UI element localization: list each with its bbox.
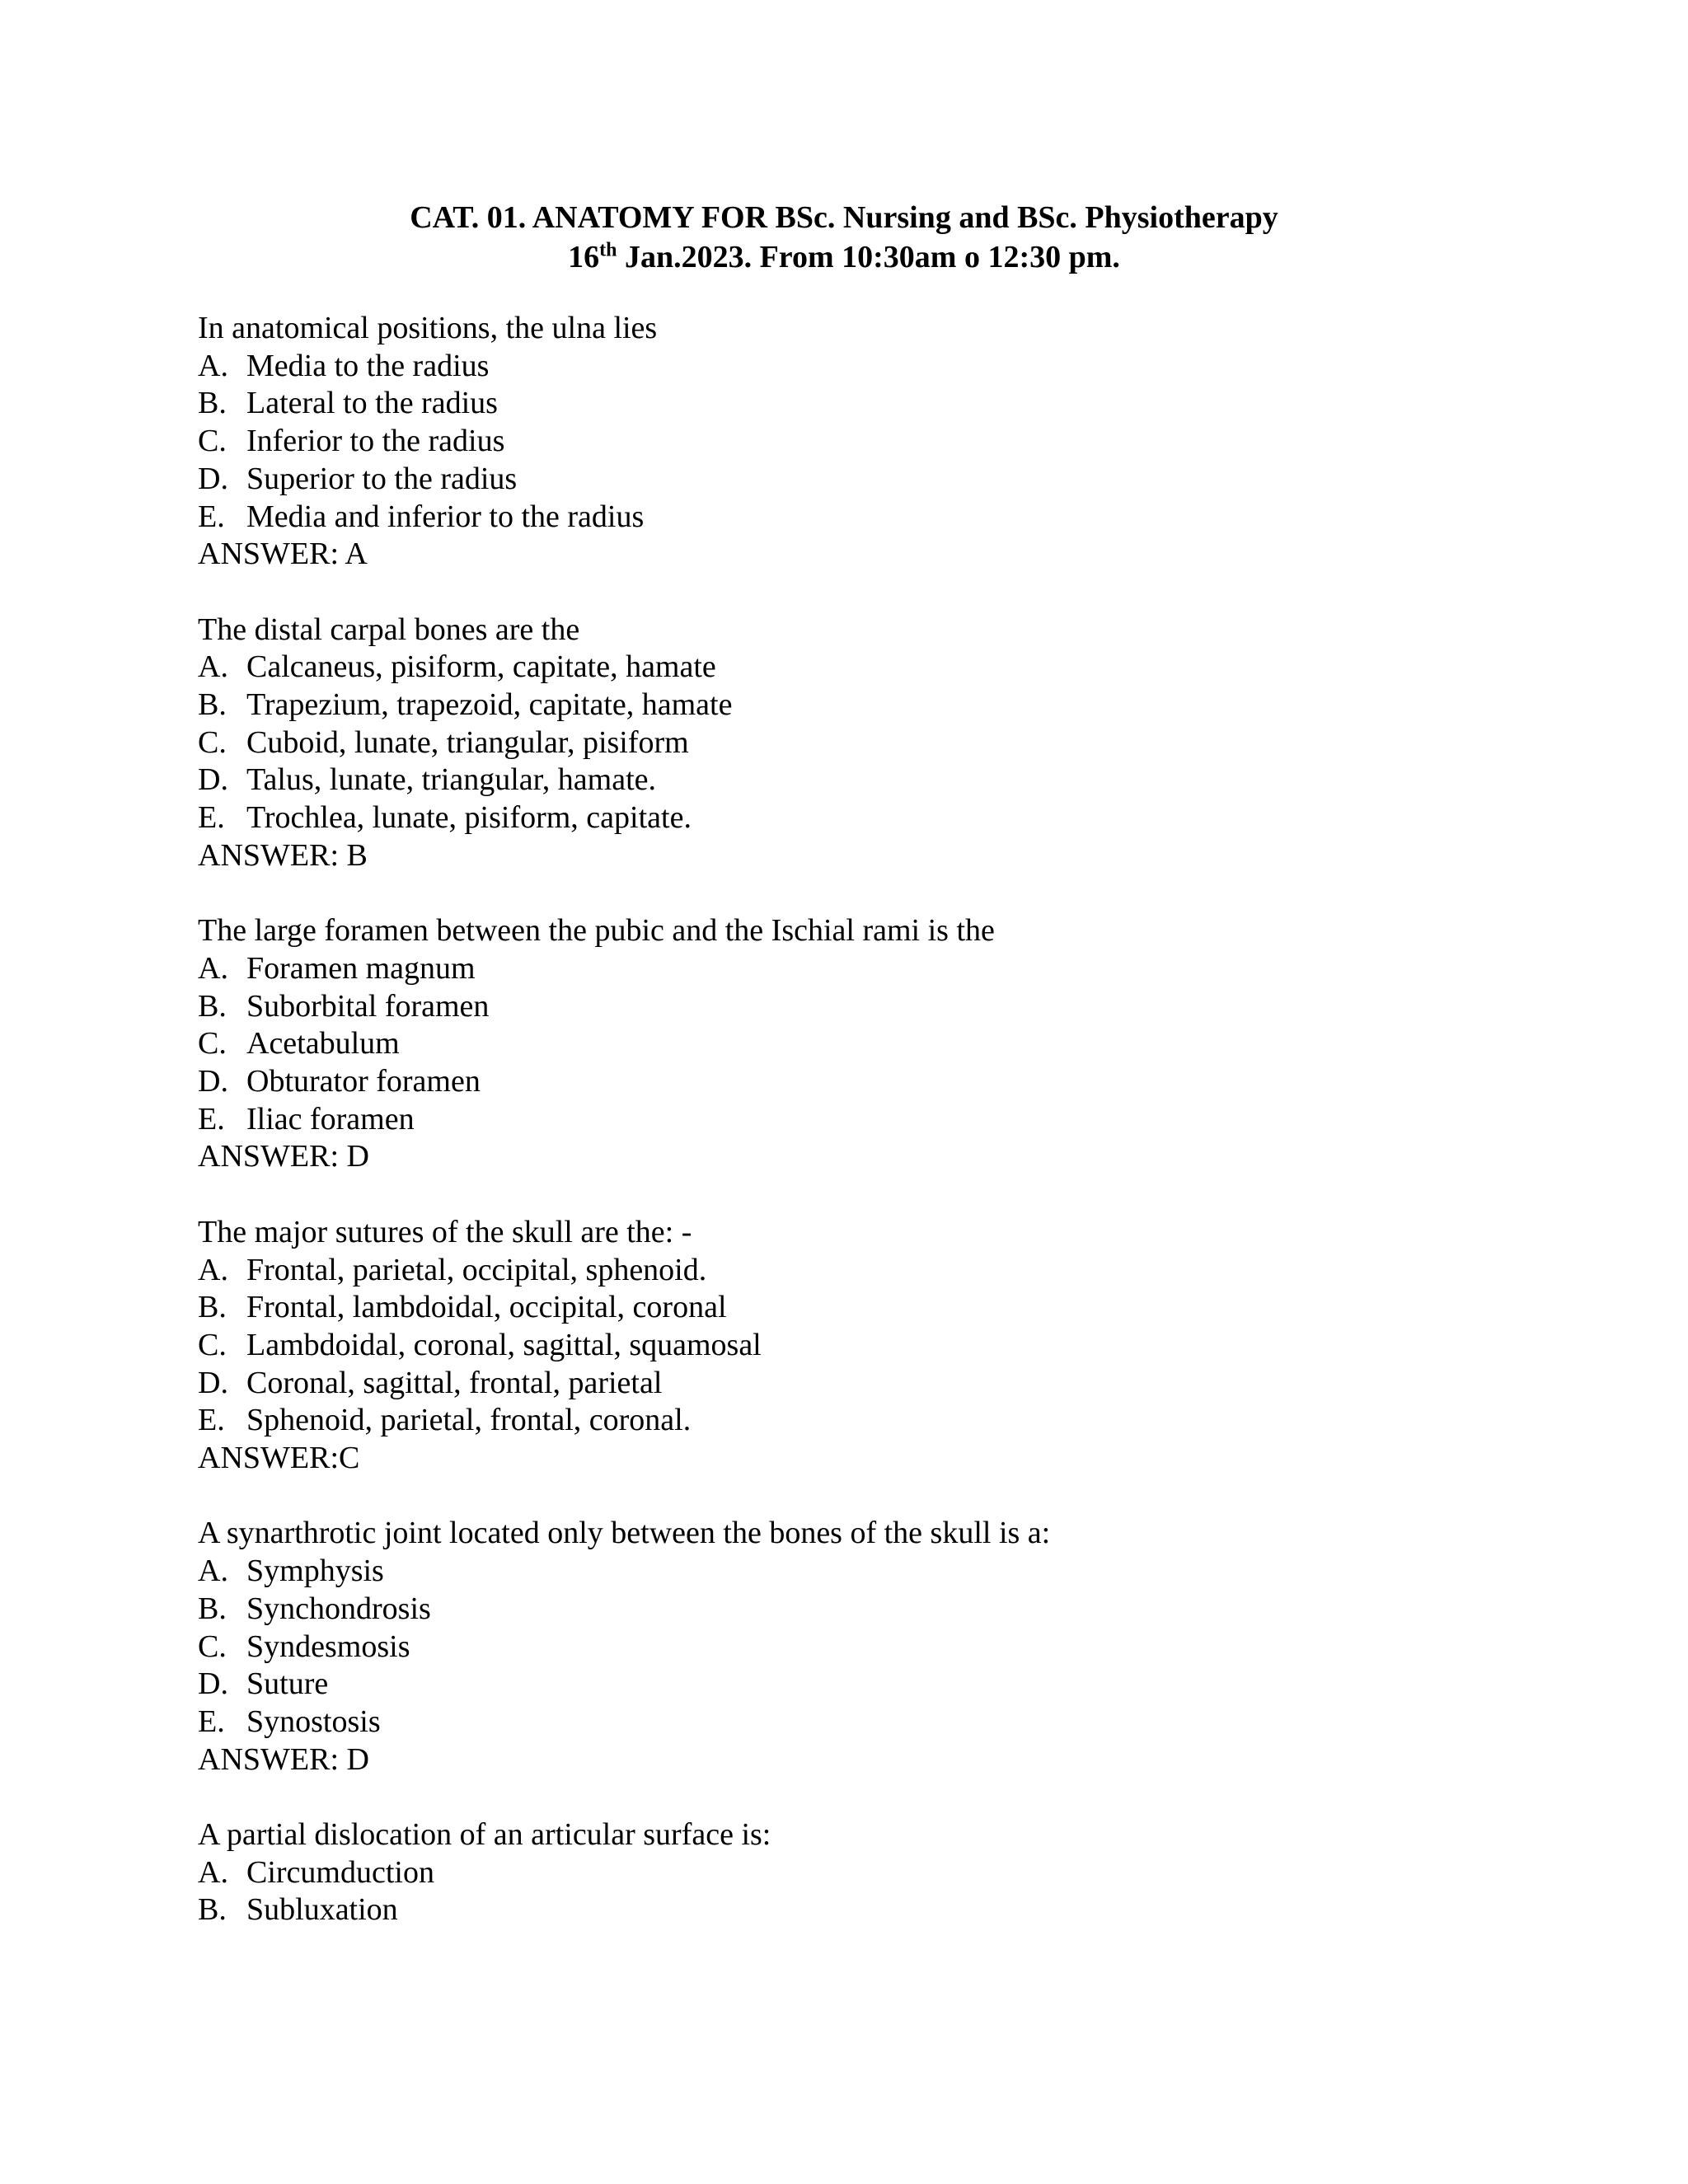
option-letter: E. bbox=[198, 1403, 225, 1438]
option-text: Acetabulum bbox=[246, 1026, 400, 1062]
option-text: Media to the radius bbox=[246, 348, 490, 383]
question-3 bbox=[198, 912, 1533, 1176]
option-letter: B. bbox=[198, 386, 227, 421]
option-text: Trochlea, lunate, pisiform, capitate. bbox=[246, 800, 692, 836]
exam-date-day: 16 bbox=[568, 240, 600, 274]
question-text: The major sutures of the skull are the: - bbox=[198, 1214, 692, 1249]
option-letter: C. bbox=[198, 724, 227, 760]
option-letter: A. bbox=[198, 1554, 228, 1589]
option-letter: C. bbox=[198, 424, 227, 459]
option-text: Lateral to the radius bbox=[246, 386, 498, 421]
option-text: Coronal, sagittal, frontal, parietal bbox=[246, 1365, 663, 1400]
option-c bbox=[198, 724, 1533, 762]
option-letter: B. bbox=[198, 1290, 227, 1325]
question-2 bbox=[198, 612, 1533, 875]
option-e bbox=[198, 1704, 1533, 1741]
question-5 bbox=[198, 1515, 1533, 1779]
option-letter: A. bbox=[198, 649, 228, 685]
option-c bbox=[198, 1025, 1533, 1063]
option-b bbox=[198, 988, 1533, 1026]
answer-line: ANSWER: A bbox=[198, 537, 368, 572]
option-e bbox=[198, 799, 1533, 837]
option-d bbox=[198, 762, 1533, 799]
option-letter: E. bbox=[198, 800, 225, 836]
option-c bbox=[198, 423, 1533, 461]
question-list bbox=[198, 310, 1533, 1967]
option-letter: D. bbox=[198, 461, 228, 496]
option-letter: C. bbox=[198, 1327, 227, 1362]
option-d bbox=[198, 1063, 1533, 1101]
page-header bbox=[0, 198, 1688, 277]
option-letter: A. bbox=[198, 348, 228, 383]
option-a bbox=[198, 1553, 1533, 1591]
option-text: Lambdoidal, coronal, sagittal, squamosal bbox=[246, 1327, 762, 1362]
option-letter: A. bbox=[198, 950, 228, 986]
option-text: Cuboid, lunate, triangular, pisiform bbox=[246, 724, 689, 760]
option-text: Suborbital foramen bbox=[246, 988, 490, 1024]
option-a bbox=[198, 950, 1533, 988]
option-text: Frontal, lambdoidal, occipital, coronal bbox=[246, 1290, 727, 1325]
option-letter: D. bbox=[198, 762, 228, 798]
question-1 bbox=[198, 310, 1533, 574]
option-text: Trapezium, trapezoid, capitate, hamate bbox=[246, 687, 733, 723]
option-text: Syndesmosis bbox=[246, 1629, 410, 1664]
answer-line: ANSWER:C bbox=[198, 1441, 360, 1476]
exam-date-suffix: th bbox=[599, 239, 617, 261]
option-text: Frontal, parietal, occipital, sphenoid. bbox=[246, 1252, 707, 1287]
option-c bbox=[198, 1327, 1533, 1365]
option-letter: A. bbox=[198, 1252, 228, 1287]
option-text: Synostosis bbox=[246, 1704, 381, 1739]
option-letter: C. bbox=[198, 1026, 227, 1062]
option-text: Calcaneus, pisiform, capitate, hamate bbox=[246, 649, 716, 685]
option-b bbox=[198, 1891, 1533, 1929]
option-letter: B. bbox=[198, 1591, 227, 1626]
option-letter: D. bbox=[198, 1064, 228, 1099]
option-b bbox=[198, 385, 1533, 423]
option-a bbox=[198, 1252, 1533, 1290]
option-letter: B. bbox=[198, 687, 227, 723]
exam-date-line bbox=[0, 237, 1688, 277]
option-b bbox=[198, 1289, 1533, 1327]
question-text: The distal carpal bones are the bbox=[198, 612, 580, 647]
option-letter: D. bbox=[198, 1365, 228, 1400]
option-e bbox=[198, 1101, 1533, 1139]
option-a bbox=[198, 649, 1533, 687]
option-text: Sphenoid, parietal, frontal, coronal. bbox=[246, 1403, 692, 1438]
option-text: Suture bbox=[246, 1666, 329, 1702]
option-e bbox=[198, 499, 1533, 537]
option-text: Talus, lunate, triangular, hamate. bbox=[246, 762, 657, 798]
question-text: A synarthrotic joint located only between the bones of the skull is a: bbox=[198, 1516, 1051, 1551]
answer-line: ANSWER: B bbox=[198, 837, 368, 873]
option-text: Symphysis bbox=[246, 1554, 384, 1589]
option-c bbox=[198, 1629, 1533, 1666]
exam-date-rest: Jan.2023. From 10:30am o 12:30 pm. bbox=[617, 240, 1120, 274]
option-text: Media and inferior to the radius bbox=[246, 499, 645, 534]
question-text: The large foramen between the pubic and the Ischial rami is the bbox=[198, 913, 995, 949]
option-d bbox=[198, 1365, 1533, 1403]
option-text: Subluxation bbox=[246, 1892, 398, 1928]
option-letter: A. bbox=[198, 1854, 228, 1890]
option-d bbox=[198, 1666, 1533, 1704]
option-a bbox=[198, 348, 1533, 386]
option-letter: E. bbox=[198, 499, 225, 534]
option-letter: B. bbox=[198, 1892, 227, 1928]
option-text: Circumduction bbox=[246, 1854, 434, 1890]
option-text: Foramen magnum bbox=[246, 950, 476, 986]
question-text: In anatomical positions, the ulna lies bbox=[198, 311, 658, 345]
option-text: Synchondrosis bbox=[246, 1591, 431, 1626]
option-text: Obturator foramen bbox=[246, 1064, 481, 1099]
answer-line: ANSWER: D bbox=[198, 1139, 369, 1174]
question-text: A partial dislocation of an articular surface is: bbox=[198, 1817, 771, 1853]
option-letter: C. bbox=[198, 1629, 227, 1664]
option-b bbox=[198, 1591, 1533, 1629]
option-text: Inferior to the radius bbox=[246, 424, 505, 459]
answer-line: ANSWER: D bbox=[198, 1741, 369, 1777]
option-text: Iliac foramen bbox=[246, 1101, 415, 1137]
option-text: Superior to the radius bbox=[246, 461, 518, 496]
option-letter: E. bbox=[198, 1704, 225, 1739]
option-letter: E. bbox=[198, 1101, 225, 1137]
option-a bbox=[198, 1854, 1533, 1892]
option-letter: D. bbox=[198, 1666, 228, 1702]
option-b bbox=[198, 687, 1533, 724]
question-6 bbox=[198, 1816, 1533, 1929]
option-letter: B. bbox=[198, 988, 227, 1024]
option-e bbox=[198, 1402, 1533, 1440]
option-d bbox=[198, 461, 1533, 499]
exam-title: CAT. 01. ANATOMY FOR BSc. Nursing and BSc. Physiotherapy bbox=[410, 200, 1278, 235]
question-4 bbox=[198, 1214, 1533, 1478]
